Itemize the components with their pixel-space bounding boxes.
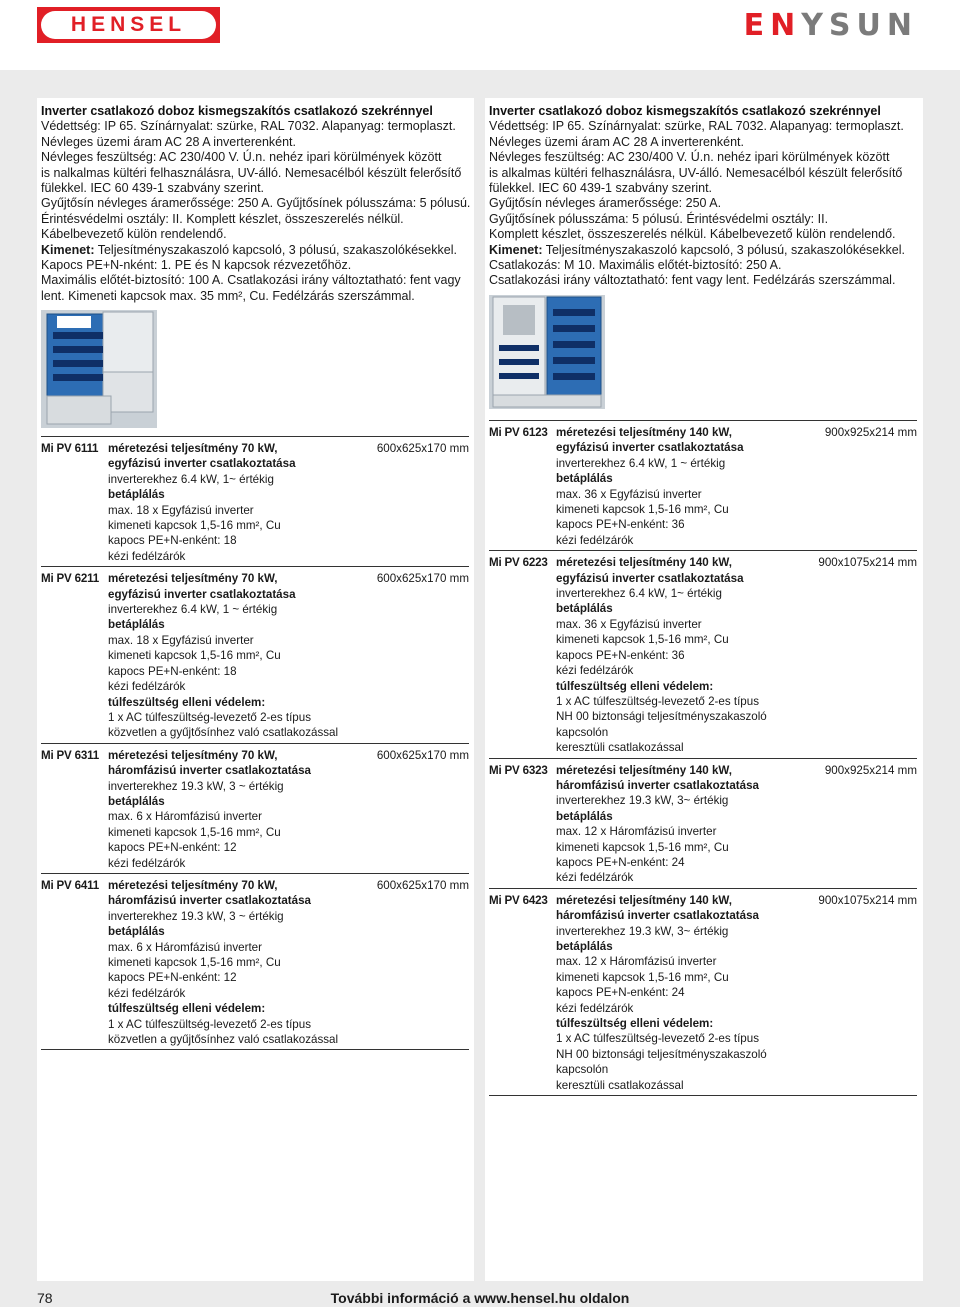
product-description-line: betáplálás xyxy=(108,925,165,939)
product-description-line: háromfázisú inverter csatlakoztatása xyxy=(108,764,311,778)
enclosure-image-large xyxy=(489,295,605,409)
kimenet-text: Teljesítményszakaszoló kapcsoló, 3 pólusú, szakaszolókésekkel. xyxy=(97,242,457,257)
product-description-line: betáplálás xyxy=(108,618,165,632)
footer-more-info: További információ a www.hensel.hu oldalon xyxy=(330,1290,630,1306)
intro-line: Gyűjtősín névleges áramerőssége: 250 A. xyxy=(489,196,722,211)
product-dimensions: 900x1075x214 mm xyxy=(818,556,917,570)
product-description-line: méretezési teljesítmény 140 kW, xyxy=(556,763,732,777)
product-description xyxy=(108,571,357,740)
intro-line: Névleges üzemi áram AC 28 A inverterenként. xyxy=(489,134,744,149)
intro-line xyxy=(489,243,919,258)
product-description-line: túlfeszültség elleni védelem: xyxy=(108,1002,266,1016)
kimenet-label: Kimenet: xyxy=(489,242,543,257)
product-row xyxy=(489,420,917,550)
product-description-line: max. 6 x Háromfázisú inverter xyxy=(108,810,262,824)
intro-line: Névleges feszültség: AC 230/400 V. Ú.n. nehéz ipari körülmények között xyxy=(489,150,890,165)
product-code: Mi PV 6123 xyxy=(489,426,548,439)
product-description-line: kézi fedélzárók xyxy=(108,856,186,870)
product-description-line: kézi fedélzárók xyxy=(556,1001,634,1015)
product-description-line: kapocs PE+N-enként: 12 xyxy=(108,971,237,985)
product-description-line: keresztüli csatlakozással xyxy=(556,1078,684,1092)
product-description-line: kézi fedélzárók xyxy=(108,986,186,1000)
product-description-line: max. 12 x Háromfázisú inverter xyxy=(556,955,717,969)
product-description-line: kapocs PE+N-enként: 12 xyxy=(108,841,237,855)
intro-line: Csatlakozás: M 10. Maximális előtét-biztosító: 250 A. xyxy=(489,258,782,273)
product-code: Mi PV 6223 xyxy=(489,556,548,570)
product-dimensions: 600x625x170 mm xyxy=(376,572,469,586)
product-description xyxy=(108,441,357,564)
product-description-line: méretezési teljesítmény 70 kW, xyxy=(108,442,278,455)
enclosure-image-small xyxy=(41,310,157,428)
product-description-line: méretezési teljesítmény 70 kW, xyxy=(108,572,278,586)
product-description-line: inverterekhez 6.4 kW, 1 ~ értékig xyxy=(556,456,726,470)
product-description xyxy=(556,893,805,1093)
product-description-line: méretezési teljesítmény 140 kW, xyxy=(556,426,732,439)
product-dimensions: 900x925x214 mm xyxy=(824,763,917,777)
product-description-line: max. 18 x Egyfázisú inverter xyxy=(108,503,254,517)
product-description xyxy=(556,763,805,886)
product-image-right xyxy=(489,295,605,409)
product-description-line: betáplálás xyxy=(108,488,165,502)
product-description-line: 1 x AC túlfeszültség-levezető 2-es típus xyxy=(108,710,311,724)
intro-line: is alkalmas kültéri felhasználásra, UV-álló. Nemesacélból készült felerősítő xyxy=(489,165,903,180)
left-column xyxy=(37,98,474,1281)
product-description-line: egyfázisú inverter csatlakoztatása xyxy=(108,587,296,601)
product-description-line: kézi fedélzárók xyxy=(556,664,634,678)
product-description-line: keresztüli csatlakozással xyxy=(556,741,684,755)
intro-line: fülekkel. IEC 60 439-1 szabvány szerint. xyxy=(41,181,265,196)
product-description xyxy=(108,878,357,1047)
product-row xyxy=(489,758,917,888)
intro-line: Kábelbevezető külön rendelendő. xyxy=(41,227,227,242)
product-description-line: max. 12 x Háromfázisú inverter xyxy=(556,825,717,839)
right-product-table xyxy=(489,420,917,1096)
intro-line: Érintésvédelmi osztály: II. Komplett készlet, összeszerelés nélkül. xyxy=(41,211,404,226)
product-description-line: inverterekhez 6.4 kW, 1~ értékig xyxy=(556,587,722,601)
product-description xyxy=(108,748,357,871)
product-row xyxy=(489,550,917,757)
kimenet-label: Kimenet: xyxy=(41,242,95,257)
intro-line xyxy=(41,243,471,258)
product-description-line: betáplálás xyxy=(556,940,613,953)
product-description-line: kimeneti kapcsok 1,5-16 mm², Cu xyxy=(108,649,281,663)
product-description-line: kézi fedélzárók xyxy=(556,871,634,885)
product-code: Mi PV 6311 xyxy=(41,748,99,762)
intro-line: fülekkel. IEC 60 439-1 szabvány szerint. xyxy=(489,181,713,196)
product-description-line: kapocs PE+N-enként: 36 xyxy=(556,648,685,662)
product-description-line: inverterekhez 19.3 kW, 3 ~ értékig xyxy=(108,909,284,923)
product-dimensions: 900x925x214 mm xyxy=(824,426,917,439)
product-code: Mi PV 6411 xyxy=(41,878,99,892)
product-row xyxy=(41,743,469,873)
product-description-line: kapocs PE+N-enként: 18 xyxy=(108,534,237,548)
left-product-table xyxy=(41,436,469,1050)
product-description-line: kapocs PE+N-enként: 18 xyxy=(108,664,237,678)
intro-line: Inverter csatlakozó doboz kismegszakítós csatlakozó szekrénnyel xyxy=(41,104,433,118)
product-row xyxy=(41,566,469,742)
page-number: 78 xyxy=(37,1290,53,1306)
product-code: Mi PV 6111 xyxy=(41,442,99,455)
product-description-line: max. 18 x Egyfázisú inverter xyxy=(108,633,254,647)
product-code: Mi PV 6211 xyxy=(41,572,99,586)
left-intro-text xyxy=(41,104,471,304)
product-description-line: méretezési teljesítmény 140 kW, xyxy=(556,893,732,907)
intro-line: Névleges feszültség: AC 230/400 V. Ú.n. nehéz ipari körülmények között xyxy=(41,150,442,165)
enysun-logo-part2: YSUN xyxy=(801,8,918,43)
product-description-line: kapocs PE+N-enként: 24 xyxy=(556,986,685,1000)
product-description-line: 1 x AC túlfeszültség-levezető 2-es típus xyxy=(108,1017,311,1031)
intro-line: is nalkalmas kültéri felhasználásra, UV-álló. Nemesacélból készült felerősítő xyxy=(41,165,462,180)
product-description-line: háromfázisú inverter csatlakoztatása xyxy=(556,778,759,792)
product-description-line: közvetlen a gyűjtősínhez való csatlakozással xyxy=(108,1033,339,1047)
product-description-line: max. 6 x Háromfázisú inverter xyxy=(108,940,262,954)
product-description-line: 1 x AC túlfeszültség-levezető 2-es típus xyxy=(556,1032,759,1046)
product-description-line: kimeneti kapcsok 1,5-16 mm², Cu xyxy=(556,633,729,647)
product-code: Mi PV 6423 xyxy=(489,893,548,907)
product-description-line: max. 36 x Egyfázisú inverter xyxy=(556,487,702,501)
product-description-line: kapocs PE+N-enként: 36 xyxy=(556,518,685,532)
product-description-line: háromfázisú inverter csatlakoztatása xyxy=(108,894,311,908)
enysun-logo-part1: EN xyxy=(743,8,802,43)
intro-line: Védettség: IP 65. Színárnyalat: szürke, RAL 7032. Alapanyag: termoplaszt. xyxy=(489,119,904,134)
page-header xyxy=(0,0,960,70)
right-intro-text xyxy=(489,104,919,289)
product-description-line: betáplálás xyxy=(108,794,165,808)
intro-line: Inverter csatlakozó doboz kismegszakítós csatlakozó szekrénnyel xyxy=(489,104,881,118)
product-row xyxy=(41,873,469,1050)
intro-line: Maximális előtét-biztosító: 100 A. Csatlakozási irány változtatható: fent vagy xyxy=(41,273,461,288)
product-dimensions: 600x625x170 mm xyxy=(376,442,469,455)
product-description-line: NH 00 biztonsági teljesítményszakaszoló kapcsolón xyxy=(556,1047,767,1077)
product-description-line: közvetlen a gyűjtősínhez való csatlakozással xyxy=(108,726,339,740)
page-footer xyxy=(0,1283,960,1307)
hensel-logo xyxy=(37,7,220,43)
product-description-line: betáplálás xyxy=(556,602,613,616)
product-description-line: kimeneti kapcsok 1,5-16 mm², Cu xyxy=(108,825,281,839)
product-description-line: túlfeszültség elleni védelem: xyxy=(108,695,266,709)
product-description-line: betáplálás xyxy=(556,809,613,823)
product-dimensions: 900x1075x214 mm xyxy=(818,893,917,907)
kimenet-text: Teljesítményszakaszoló kapcsoló, 3 pólusú, szakaszolókésekkel. xyxy=(545,242,905,257)
intro-line: Gyűjtősín névleges áramerőssége: 250 A. Gyűjtősínek pólusszáma: 5 pólusú. xyxy=(41,196,471,211)
intro-line: Gyűjtősínek pólusszáma: 5 pólusú. Érintésvédelmi osztály: II. xyxy=(489,211,829,226)
product-description-line: 1 x AC túlfeszültség-levezető 2-es típus xyxy=(556,694,759,708)
product-description-line: inverterekhez 6.4 kW, 1 ~ értékig xyxy=(108,603,278,617)
product-code: Mi PV 6323 xyxy=(489,763,548,777)
product-description-line: egyfázisú inverter csatlakoztatása xyxy=(556,441,744,455)
intro-line: Névleges üzemi áram AC 28 A inverterenként. xyxy=(41,134,296,149)
product-description-line: max. 36 x Egyfázisú inverter xyxy=(556,617,702,631)
product-description-line: kézi fedélzárók xyxy=(108,680,186,694)
hensel-logo-text: HENSEL xyxy=(41,11,216,39)
product-description xyxy=(556,555,805,755)
product-description-line: egyfázisú inverter csatlakoztatása xyxy=(108,457,296,471)
product-description-line: inverterekhez 19.3 kW, 3~ értékig xyxy=(556,924,729,938)
product-row xyxy=(41,436,469,566)
product-description-line: kézi fedélzárók xyxy=(108,549,186,563)
product-description-line: kézi fedélzárók xyxy=(556,533,634,547)
intro-line: Csatlakozási irány változtatható: fent vagy lent. Fedélzárás szerszámmal. xyxy=(489,273,896,288)
product-description-line: NH 00 biztonsági teljesítményszakaszoló kapcsolón xyxy=(556,710,767,739)
product-description-line: kimeneti kapcsok 1,5-16 mm², Cu xyxy=(556,503,729,517)
product-description-line: kimeneti kapcsok 1,5-16 mm², Cu xyxy=(556,970,729,984)
product-description xyxy=(556,425,805,548)
product-description-line: túlfeszültség elleni védelem: xyxy=(556,679,714,693)
intro-line: Védettség: IP 65. Színárnyalat: szürke, RAL 7032. Alapanyag: termoplaszt. xyxy=(41,119,456,134)
product-description-line: inverterekhez 19.3 kW, 3~ értékig xyxy=(556,794,729,808)
product-image-left xyxy=(41,310,157,428)
product-description-line: háromfázisú inverter csatlakoztatása xyxy=(556,909,759,923)
intro-line: lent. Kimeneti kapcsok max. 35 mm², Cu. Fedélzárás szerszámmal. xyxy=(41,288,415,303)
product-dimensions: 600x625x170 mm xyxy=(376,748,469,762)
enysun-logo xyxy=(744,8,918,43)
intro-line: Komplett készlet, összeszerelés nélkül. Kábelbevezető külön rendelendő. xyxy=(489,227,896,242)
product-description-line: túlfeszültség elleni védelem: xyxy=(556,1017,714,1031)
product-description-line: egyfázisú inverter csatlakoztatása xyxy=(556,571,744,585)
product-row xyxy=(489,888,917,1096)
product-description-line: betáplálás xyxy=(556,472,613,486)
right-column xyxy=(485,98,923,1281)
product-description-line: kimeneti kapcsok 1,5-16 mm², Cu xyxy=(108,956,281,969)
product-description-line: inverterekhez 19.3 kW, 3 ~ értékig xyxy=(108,779,284,793)
product-dimensions: 600x625x170 mm xyxy=(376,878,469,892)
product-description-line: méretezési teljesítmény 70 kW, xyxy=(108,878,278,892)
product-description-line: kimeneti kapcsok 1,5-16 mm², Cu xyxy=(108,519,281,533)
intro-line: Kapocs PE+N-nként: 1. PE és N kapcsok rézvezetőhöz. xyxy=(41,258,352,273)
product-description-line: kimeneti kapcsok 1,5-16 mm², Cu xyxy=(556,840,729,854)
product-description-line: méretezési teljesítmény 70 kW, xyxy=(108,748,278,762)
product-description-line: kapocs PE+N-enként: 24 xyxy=(556,855,685,869)
product-description-line: méretezési teljesítmény 140 kW, xyxy=(556,556,732,570)
product-description-line: inverterekhez 6.4 kW, 1~ értékig xyxy=(108,472,274,486)
